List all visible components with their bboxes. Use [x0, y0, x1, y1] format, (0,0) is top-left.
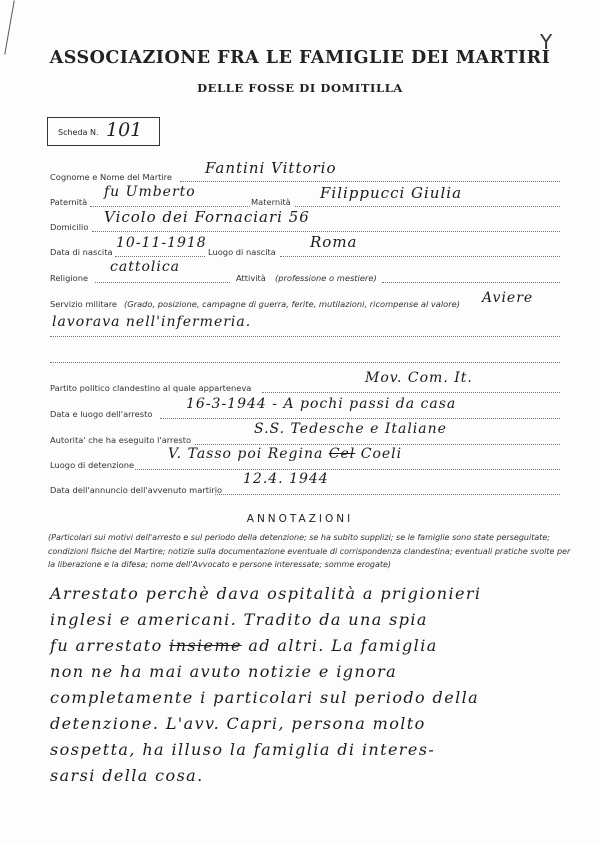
maternity-value: Filippucci Giulia [320, 184, 463, 202]
name-label: Cognome e Nome del Martire [50, 172, 173, 182]
annotation-line-3-struck: insieme [169, 636, 242, 655]
military-dotted-line-2 [50, 336, 560, 337]
domicile-value: Vicolo dei Fornaciari 56 [104, 208, 310, 226]
annotations-title: ANNOTAZIONI [246, 513, 354, 525]
annotation-line-3-b: ad altri. La famiglia [248, 636, 438, 655]
domicile-label: Domicilio [50, 222, 89, 232]
birth-place-label: Luogo di nascita [208, 247, 276, 257]
detention-value-b: Coeli [360, 446, 403, 462]
arrest-label: Data e luogo dell'arresto [50, 409, 153, 419]
birth-date-label: Data di nascita [50, 247, 113, 257]
domicile-dotted-line [92, 231, 560, 232]
religion-label: Religione [50, 273, 89, 283]
military-dotted-line-3 [50, 362, 560, 363]
paternity-value: fu Umberto [104, 184, 196, 200]
annotation-line-5: completamente i particolari sul periodo della [50, 688, 480, 707]
detention-dotted-line [135, 469, 560, 470]
document-title: ASSOCIAZIONE FRA LE FAMIGLIE DEI MARTIRI [49, 48, 551, 68]
annotations-instructions: (Particolari sui motivi dell'arresto e sul periodo della detenzione; se ha subito supplizi; se le famiglie sono state perseguitate; condizioni fisiche del Martire; notizie sulla documentazione eventuale di corrispondenza clandestina; eventuali pratiche svolte per la liberazione e la difesa; nome dell'Avvocato e persone interessate; somme erogate) [48, 533, 571, 569]
arrest-value: 16-3-1944 - A pochi passi da casa [186, 396, 457, 412]
birth-date-dotted-line [115, 256, 205, 257]
maternity-label: Maternità [251, 197, 291, 207]
birth-date-value: 10-11-1918 [116, 235, 207, 251]
paternity-label: Paternità [50, 197, 88, 207]
party-label: Partito politico clandestino al quale apparteneva [50, 383, 252, 393]
corner-mark: Y [540, 30, 553, 54]
document-subtitle: DELLE FOSSE DI DOMITILLA [197, 81, 403, 95]
maternity-dotted-line [295, 206, 560, 207]
martyrdom-label: Data dell'annuncio dell'avvenuto martirio [50, 485, 223, 495]
annotation-line-8: sarsi della cosa. [50, 766, 204, 785]
religion-dotted-line [95, 282, 230, 283]
military-label: Servizio militare [50, 299, 118, 309]
annotation-line-2: inglesi e americani. Tradito da una spia [50, 610, 428, 629]
activity-dotted-line [382, 282, 560, 283]
authority-value: S.S. Tedesche e Italiane [254, 421, 447, 437]
military-value-2: lavorava nell'infermeria. [52, 314, 252, 330]
paternity-dotted-line [90, 206, 250, 207]
annotation-line-6: detenzione. L'avv. Capri, persona molto [50, 714, 426, 733]
detention-value-struck: Cel [328, 446, 356, 462]
military-value-1: Aviere [482, 290, 534, 306]
birth-place-dotted-line [280, 256, 560, 257]
annotation-line-3 [50, 636, 438, 655]
annotation-line-1: Arrestato perchè dava ospitalità a prigionieri [50, 584, 482, 603]
authority-label: Autorita' che ha eseguito l'arresto [50, 435, 192, 445]
party-dotted-line [262, 392, 560, 393]
martyrdom-dotted-line [215, 494, 560, 495]
name-dotted-line [180, 181, 560, 182]
margin-pencil-mark [4, 0, 15, 54]
martyrdom-value: 12.4. 1944 [243, 471, 329, 487]
scheda-number: 101 [106, 119, 143, 141]
activity-hint: (professione o mestiere) [275, 273, 377, 283]
detention-value-a: V. Tasso poi Regina [168, 446, 324, 462]
religion-value: cattolica [110, 259, 181, 275]
scheda-label: Scheda N. [58, 128, 99, 137]
annotation-line-7: sospetta, ha illuso la famiglia di interes- [50, 740, 436, 759]
authority-dotted-line [195, 444, 560, 445]
party-value: Mov. Com. It. [365, 370, 473, 386]
scheda-box [47, 117, 160, 146]
activity-label: Attività [236, 273, 266, 283]
arrest-dotted-line [160, 418, 560, 419]
annotation-line-4: non ne ha mai avuto notizie e ignora [50, 662, 398, 681]
detention-value [168, 446, 402, 462]
birth-place-value: Roma [310, 233, 358, 251]
name-value: Fantini Vittorio [205, 159, 337, 177]
annotation-line-3-a: fu arrestato [50, 636, 163, 655]
detention-label: Luogo di detenzione [50, 460, 135, 470]
military-hint: (Grado, posizione, campagne di guerra, ferite, mutilazioni, ricompense al valore) [124, 299, 461, 309]
